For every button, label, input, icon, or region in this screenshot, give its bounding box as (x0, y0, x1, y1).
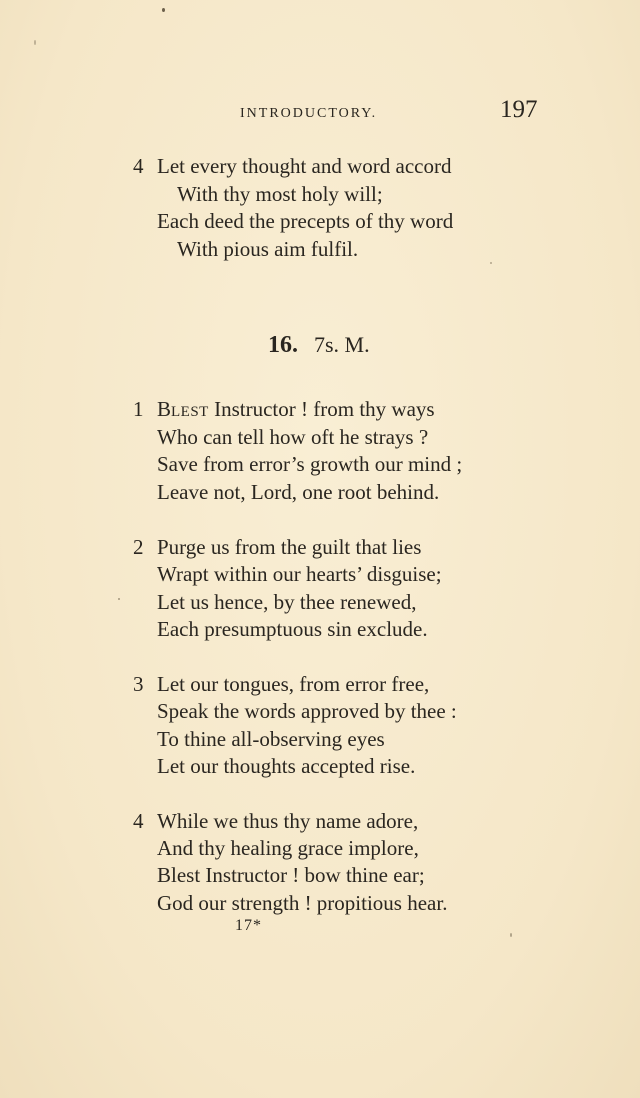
verse-line: Wrapt within our hearts’ disguise; (157, 562, 442, 586)
verse-line: Who can tell how oft he strays ? (157, 425, 429, 449)
small-caps-initial: B (157, 397, 172, 421)
verse-line: Let our thoughts accepted rise. (157, 754, 416, 778)
hymn-meter: 7s. M. (314, 332, 370, 357)
verse-line: Let us hence, by thee renewed, (157, 590, 417, 614)
verse-line-text: Instructor ! from thy ways (208, 397, 435, 421)
paper-speck (118, 598, 120, 600)
stanza-number: 2 (133, 535, 144, 559)
verse-line: With thy most holy will; (177, 182, 383, 206)
hymn-number: 16. (268, 332, 298, 358)
verse-line: Let every thought and word accord (157, 154, 452, 178)
paper-speck (162, 8, 165, 12)
small-caps-rest: LEST (171, 404, 209, 420)
verse-line (157, 397, 435, 424)
verse-line: While we thus thy name adore, (157, 809, 419, 833)
signature-mark: 17* (235, 917, 262, 934)
verse-line: Let our tongues, from error free, (157, 672, 430, 696)
running-header-title: INTRODUCTORY. (240, 106, 378, 121)
stanza-number: 4 (133, 809, 144, 833)
paper-speck (510, 933, 512, 937)
verse-line: Save from error’s growth our mind ; (157, 452, 463, 476)
verse-line: Speak the words approved by thee : (157, 699, 457, 723)
verse-line: And thy healing grace implore, (157, 836, 419, 860)
verse-line: God our strength ! propitious hear. (157, 891, 448, 915)
stanza-number: 1 (133, 397, 144, 421)
stanza-number: 4 (133, 154, 144, 178)
verse-line: To thine all-observing eyes (157, 727, 385, 751)
stanza-number: 3 (133, 672, 144, 696)
page-number: 197 (500, 96, 538, 123)
paper-speck (34, 40, 36, 45)
verse-line: Each deed the precepts of thy word (157, 209, 454, 233)
paper-speck (490, 262, 492, 264)
hymn-heading (268, 332, 370, 359)
verse-line: Blest Instructor ! bow thine ear; (157, 863, 425, 887)
verse-line: With pious aim fulfil. (177, 237, 359, 261)
verse-line: Each presumptuous sin exclude. (157, 617, 428, 641)
verse-line: Leave not, Lord, one root behind. (157, 480, 440, 504)
verse-line: Purge us from the guilt that lies (157, 535, 422, 559)
